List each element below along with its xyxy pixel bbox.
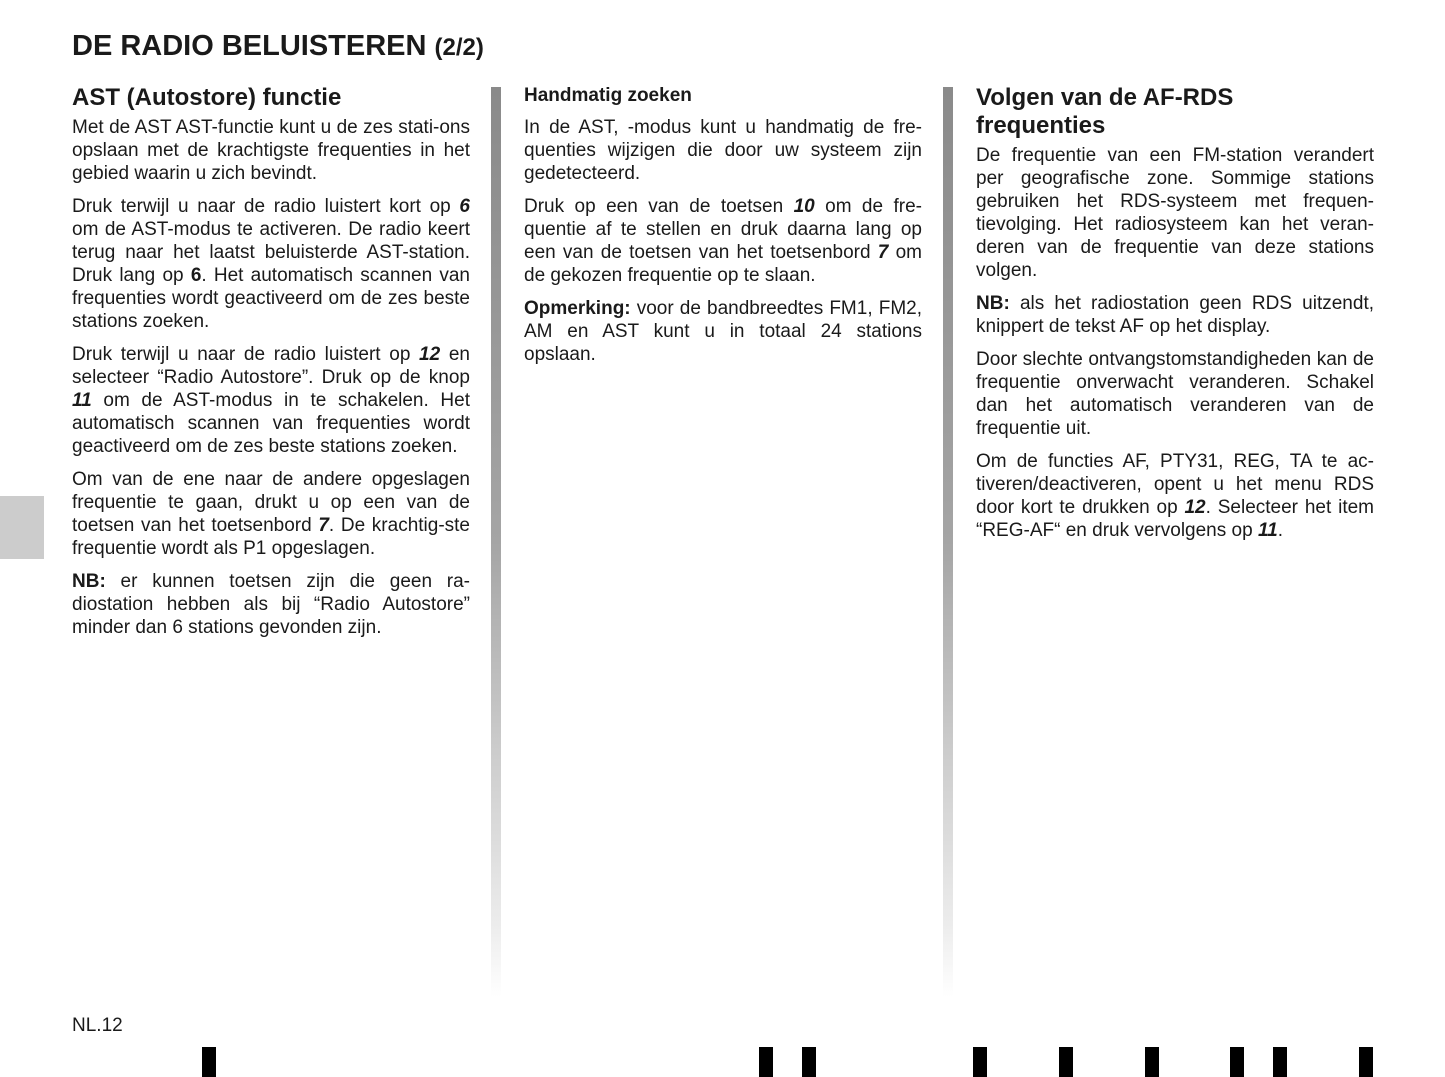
column-divider-bar xyxy=(943,87,953,997)
ast-intro-paragraph: Met de AST AST-functie kunt u de zes stati-ons opslaan met de krachtigste frequenties in het gebied waarin u zich bevindt. xyxy=(72,117,470,184)
heading-line: Volgen van de AF-RDS xyxy=(976,84,1234,111)
manual-intro-paragraph: In de AST, -modus kunt u handmatig de fre-quenties wijzigen die door uw systeem zijn gedetecteerd. xyxy=(524,117,922,184)
text-span: om de AST-modus te activeren. De radio keert terug naar het laatst beluisterde AST-station. Druk lang op xyxy=(72,219,470,286)
text-span: Druk op een van de toetsen xyxy=(524,196,794,217)
print-mark xyxy=(802,1047,816,1077)
note-label: NB: xyxy=(72,571,106,592)
af-rds-note-paragraph xyxy=(976,292,1374,338)
heading-line: frequenties xyxy=(976,112,1106,139)
text-span: . Selecteer het item “REG-AF“ en druk vervolgens op xyxy=(976,497,1374,541)
key-reference-6-bold: 6 xyxy=(190,265,202,286)
af-rds-reception-paragraph: Door slechte ontvangstomstandigheden kan de frequentie onverwacht veranderen. Schakel dan het automatisch veranderen van de frequentie uit. xyxy=(976,349,1374,439)
text-span: voor de bandbreedtes FM1, FM2, AM en AST kunt u in totaal 24 stations opslaan. xyxy=(524,298,922,365)
ast-note-paragraph xyxy=(72,570,470,639)
key-reference-7: 7 xyxy=(318,515,329,536)
remark-label: Opmerking: xyxy=(524,298,631,319)
note-label: NB: xyxy=(976,293,1010,314)
text-span: om de gekozen frequentie op te slaan. xyxy=(524,242,922,286)
key-reference-11: 11 xyxy=(1257,520,1278,541)
print-mark xyxy=(1273,1047,1287,1077)
column-divider-bar xyxy=(491,87,501,997)
section-heading-ast: AST (Autostore) functie xyxy=(72,84,342,111)
print-mark xyxy=(759,1047,773,1077)
print-mark xyxy=(1359,1047,1373,1077)
key-reference-6: 6 xyxy=(459,196,470,217)
page-title xyxy=(72,30,484,63)
af-rds-menu-paragraph xyxy=(976,450,1374,542)
text-span: . xyxy=(1277,520,1283,541)
key-reference-11: 11 xyxy=(72,390,92,411)
print-mark xyxy=(202,1047,216,1077)
ast-activate-paragraph xyxy=(72,195,470,333)
key-reference-12: 12 xyxy=(1184,497,1206,518)
print-mark xyxy=(1059,1047,1073,1077)
ast-menu-paragraph xyxy=(72,343,470,458)
text-span: en selecteer “Radio Autostore”. Druk op de knop xyxy=(72,344,470,388)
text-span: om de fre-quentie af te stellen en druk daarna lang op een van de toetsen van het toetsenbord xyxy=(524,196,922,263)
text-span: Om van de ene naar de andere opgeslagen frequentie te gaan, drukt u op een van de toetsen van het toetsenbord xyxy=(72,469,470,536)
text-span: er kunnen toetsen zijn die geen ra-diostation hebben als bij “Radio Autostore” minder dan 6 stations gevonden zijn. xyxy=(72,571,470,638)
af-rds-intro-paragraph: De frequentie van een FM-station verandert per geografische zone. Sommige stations gebruiken het RDS-systeem met frequen-tievolging. Het radiosysteem kan het veran-deren van de frequentie van deze stations volgen. xyxy=(976,145,1374,281)
print-mark xyxy=(1230,1047,1244,1077)
text-span: . Het automatisch scannen van frequenties wordt geactiveerd om de zes beste stations zoeken. xyxy=(72,265,470,332)
print-mark xyxy=(1145,1047,1159,1077)
key-reference-12: 12 xyxy=(419,344,441,365)
text-span: als het radiostation geen RDS uitzendt, knippert de tekst AF op het display. xyxy=(976,293,1374,337)
page-number: NL.12 xyxy=(72,1015,123,1036)
chapter-side-tab xyxy=(0,496,44,559)
manual-keys-paragraph xyxy=(524,195,922,287)
manual-remark-paragraph xyxy=(524,297,922,366)
section-heading-manual: Handmatig zoeken xyxy=(524,85,692,106)
text-span: . De krachtig-ste frequentie wordt als P1 opgeslagen. xyxy=(72,515,470,559)
column-manual-search xyxy=(524,84,922,376)
text-span: Druk terwijl u naar de radio luistert op xyxy=(72,344,420,365)
text-span: Om de functies AF, PTY31, REG, TA te ac-tiveren/deactiveren, opent u het menu RDS door kort te drukken op xyxy=(976,451,1374,518)
section-heading-af-rds xyxy=(976,84,1374,140)
column-ast-autostore xyxy=(72,84,470,649)
key-reference-10: 10 xyxy=(793,196,815,217)
page-title-text: DE RADIO BELUISTEREN xyxy=(72,30,427,62)
key-reference-7: 7 xyxy=(877,242,889,263)
text-span: om de AST-modus in te schakelen. Het automatisch scannen van frequenties wordt geactiveerd om de zes beste stations zoeken. xyxy=(72,390,470,457)
ast-presets-paragraph xyxy=(72,468,470,560)
column-af-rds xyxy=(976,84,1374,552)
page-title-suffix: (2/2) xyxy=(434,34,484,61)
text-span: Druk terwijl u naar de radio luistert kort op xyxy=(72,196,460,217)
print-mark xyxy=(973,1047,987,1077)
